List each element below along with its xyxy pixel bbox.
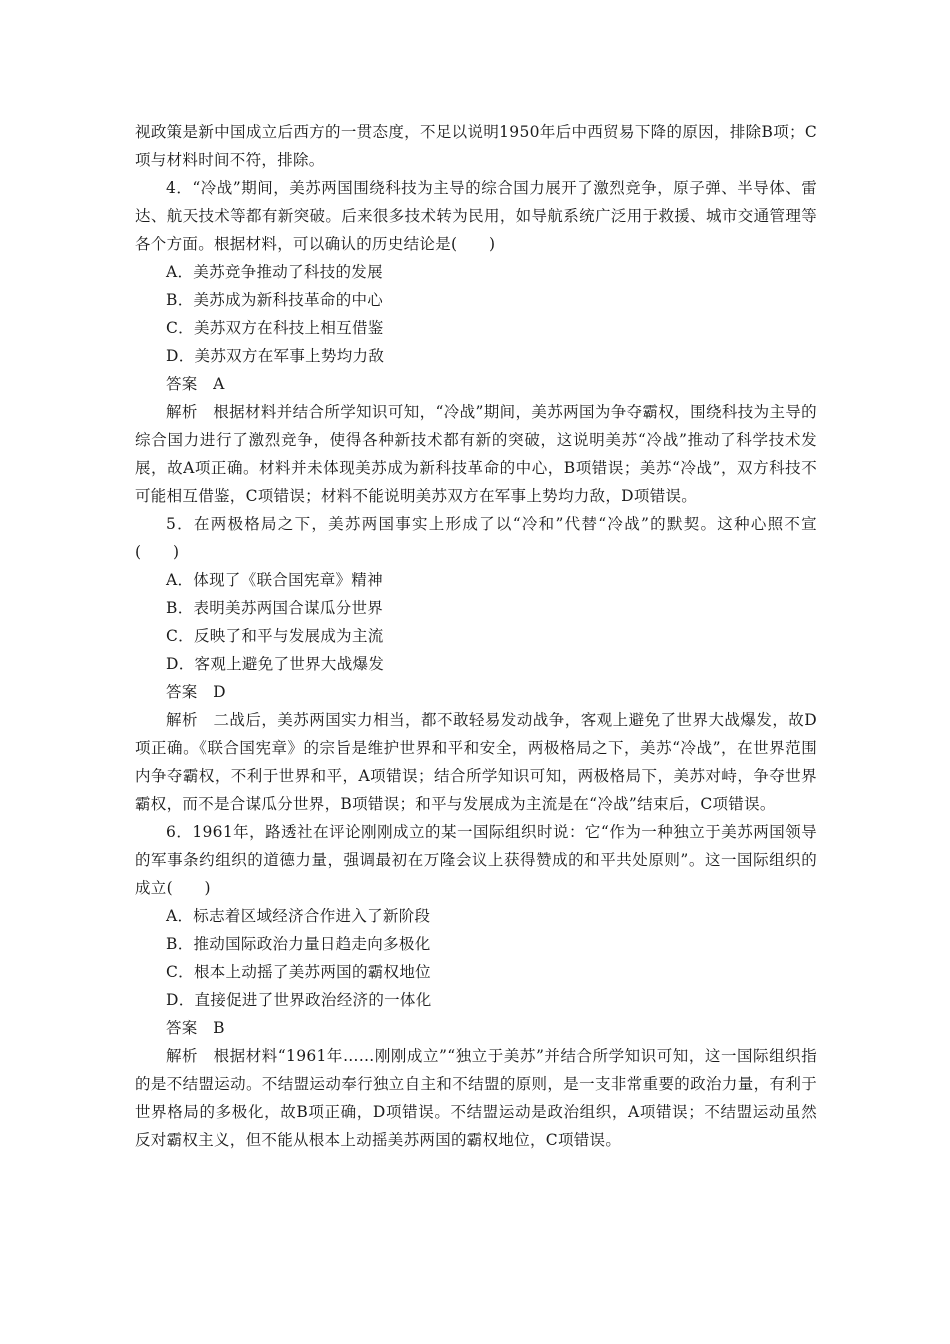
question-6 [135, 818, 817, 1154]
option-c: C．美苏双方在科技上相互借鉴 [166, 319, 384, 337]
answer-line [135, 1014, 817, 1042]
analysis-label: 解析 [166, 1047, 199, 1065]
answer-value: A [213, 375, 225, 393]
option-d: D．直接促进了世界政治经济的一体化 [166, 991, 432, 1009]
option-b: B．美苏成为新科技革命的中心 [166, 291, 384, 309]
answer-label: 答案 [166, 683, 198, 701]
option-d: D．客观上避免了世界大战爆发 [166, 655, 385, 673]
question-stem: 5．在两极格局之下，美苏两国事实上形成了以“冷和”代替“冷战”的默契。这种心照不宣( ) [135, 515, 817, 561]
analysis-label: 解析 [166, 403, 198, 421]
analysis-paragraph [135, 1042, 817, 1154]
answer-line [135, 678, 817, 706]
previous-analysis-continuation: 视政策是新中国成立后西方的一贯态度，不足以说明1950年后中西贸易下降的原因，排除B项；C项与材料时间不符，排除。 [135, 123, 817, 169]
option-b: B．推动国际政治力量日趋走向多极化 [166, 935, 431, 953]
option-a: A．体现了《联合国宪章》精神 [166, 571, 383, 589]
option-c: C．根本上动摇了美苏两国的霸权地位 [166, 963, 431, 981]
analysis-text: 根据材料“1961年……刚刚成立”“独立于美苏”并结合所学知识可知，这一国际组织指的是不结盟运动。不结盟运动奉行独立自主和不结盟的原则，是一支非常重要的政治力量，有利于世界格局的多极化，故B项正确，D项错误。不结盟运动是政治组织，A项错误；不结盟运动虽然反对霸权主义，但不能从根本上动摇美苏两国的霸权地位，C项错误。 [135, 1047, 817, 1149]
question-5 [135, 510, 817, 818]
answer-label: 答案 [166, 1019, 198, 1037]
analysis-paragraph [135, 398, 817, 510]
option-c: C．反映了和平与发展成为主流 [166, 627, 384, 645]
option-b: B．表明美苏两国合谋瓜分世界 [166, 599, 384, 617]
answer-value: D [213, 683, 226, 701]
option-d: D．美苏双方在军事上势均力敌 [166, 347, 385, 365]
option-a: A．标志着区域经济合作进入了新阶段 [166, 907, 431, 925]
analysis-text: 根据材料并结合所学知识可知，“冷战”期间，美苏两国为争夺霸权，围绕科技为主导的综合国力进行了激烈竞争，使得各种新技术都有新的突破，这说明美苏“冷战”推动了科学技术发展，故A项正确。材料并未体现美苏成为新科技革命的中心，B项错误；美苏“冷战”，双方科技不可能相互借鉴，C项错误；材料不能说明美苏双方在军事上势均力敌，D项错误。 [135, 403, 817, 505]
analysis-paragraph [135, 706, 817, 818]
answer-label: 答案 [166, 375, 198, 393]
analysis-label: 解析 [166, 711, 198, 729]
option-a: A．美苏竞争推动了科技的发展 [166, 263, 383, 281]
answer-value: B [213, 1019, 225, 1037]
question-stem: 4．“冷战”期间，美苏两国围绕科技为主导的综合国力展开了激烈竞争，原子弹、半导体、雷达、航天技术等都有新突破。后来很多技术转为民用，如导航系统广泛用于救援、城市交通管理等各个方面。根据材料，可以确认的历史结论是( ) [135, 179, 817, 253]
answer-line [135, 370, 817, 398]
question-4 [135, 174, 817, 510]
question-stem: 6．1961年，路透社在评论刚刚成立的某一国际组织时说：它“作为一种独立于美苏两国领导的军事条约组织的道德力量，强调最初在万隆会议上获得赞成的和平共处原则”。这一国际组织的成立( ) [135, 823, 817, 897]
document-page [135, 118, 817, 1154]
analysis-text: 二战后，美苏两国实力相当，都不敢轻易发动战争，客观上避免了世界大战爆发，故D项正确。《联合国宪章》的宗旨是维护世界和平和安全，两极格局之下，美苏“冷战”，在世界范围内争夺霸权，不利于世界和平，A项错误；结合所学知识可知，两极格局下，美苏对峙，争夺世界霸权，而不是合谋瓜分世界，B项错误；和平与发展成为主流是在“冷战”结束后，C项错误。 [135, 711, 817, 813]
